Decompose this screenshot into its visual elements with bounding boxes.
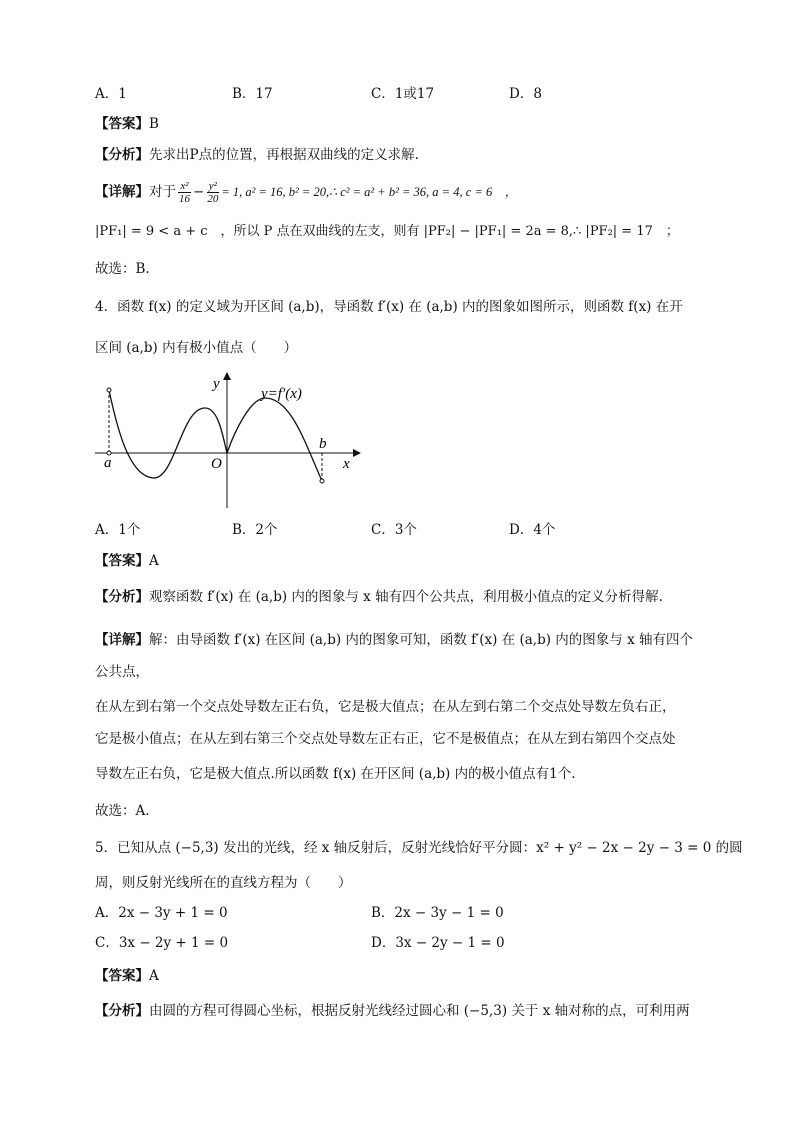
q5-option-c: C．3x − 2y + 1 = 0 (95, 935, 229, 951)
analysis-tag: 【分析】 (95, 147, 149, 163)
a-label: a (104, 455, 112, 471)
x-axis-arrow (353, 449, 361, 457)
curve-label: y=f′(x) (261, 386, 302, 402)
q4-stem-line1: 4．函数 f(x) 的定义域为开区间 (a,b)，导函数 f′(x) 在 (a,b) 内的图象如图所示，则函数 f(x) 在开 (95, 299, 683, 315)
q4-detail-line1: 【详解】解：由导函数 f′(x) 在区间 (a,b) 内的图象可知，函数 f′(x) 在 (a,b) 内的图象与 x 轴有四个 (95, 632, 693, 648)
answer-value: B (149, 116, 159, 132)
detail-equation: = 1, a² = 16, b² = 20,∴ c² = a² + b² = 36, a = 4, c = 6 ， (221, 185, 518, 199)
y-axis-label: y (213, 376, 220, 392)
q4-detail-line2: 公共点， (95, 664, 149, 680)
q4-detail-line4: 它是极小值点；在从左到右第三个交点处导数左正右正，它不是极值点；在从左到右第四个交点处 (95, 731, 676, 747)
right-endpoint (320, 479, 324, 483)
q5-option-d: D．3x − 2y − 1 = 0 (371, 935, 505, 951)
q4-option-b: B．2个 (232, 522, 278, 538)
x-axis-label: x (343, 456, 350, 472)
answer-tag: 【答案】 (95, 116, 149, 132)
q3-option-b: B．17 (232, 86, 273, 102)
y-axis-arrow (223, 372, 231, 380)
q5-analysis: 【分析】由圆的方程可得圆心坐标，根据反射光线经过圆心和 (−5,3) 关于 x 轴对称的点，可利用两 (95, 1003, 690, 1019)
q4-option-a: A．1个 (95, 522, 141, 538)
origin-label: O (211, 456, 222, 472)
detail-prefix: 对于 (149, 184, 176, 200)
q4-detail-line3: 在从左到右第一个交点处导数左正右负，它是极大值点；在从左到右第二个交点处导数左负右正， (95, 699, 676, 715)
analysis-text: 先求出P点的位置，再根据双曲线的定义求解. (149, 147, 419, 163)
q3-detail: 【详解】 对于 $\frac{\text{x²}}{16}$ − $\frac{\text{y²}}{20}$ = 1, a² = 16, b² = 20,∴ c² = a² + b² = 36, a = 4, c = 6 ， (95, 179, 518, 205)
q4-option-c: C．3个 (371, 522, 417, 538)
q4-conclusion: 故选：A. (95, 803, 150, 819)
q4-answer: 【答案】A (95, 553, 159, 569)
q3-answer (95, 114, 159, 134)
fraction-x2-16: $\frac{\text{x²}}{16}$ (179, 179, 190, 205)
fraction-y2-20: $\frac{\text{y²}}{20}$ (207, 179, 219, 205)
q3-detail-line2: |PF₁| = 9 < a + c ，所以 P 点在双曲线的左支，则有 |PF₂| − |PF₁| = 2a = 8,∴ |PF₂| = 17 ； (95, 224, 679, 239)
q3-analysis (95, 145, 419, 165)
q4-detail-line5: 导数左正右负，它是极大值点.所以函数 f(x) 在开区间 (a,b) 内的极小值点有1个. (95, 766, 576, 782)
q4-stem-line2: 区间 (a,b) 内有极小值点（ ） (95, 340, 298, 356)
q5-option-a: A．2x − 3y + 1 = 0 (95, 905, 228, 921)
q3-option-c: C．1或17 (371, 86, 435, 102)
q3-option-a: A．1 (95, 86, 127, 102)
b-label: b (319, 436, 327, 452)
q3-conclusion: 故选：B. (95, 261, 150, 277)
q4-analysis: 【分析】观察函数 f′(x) 在 (a,b) 内的图象与 x 轴有四个公共点，利用极小值点的定义分析得解. (95, 589, 663, 605)
detail-tag: 【详解】 (95, 184, 149, 200)
q5-stem-line2: 周，则反射光线所在的直线方程为（ ） (95, 875, 352, 891)
left-endpoint (107, 388, 111, 392)
q4-derivative-graph (95, 368, 365, 513)
q4-option-d: D．4个 (509, 522, 556, 538)
q5-option-b: B．2x − 3y − 1 = 0 (371, 905, 504, 921)
q3-option-d: D．8 (509, 86, 542, 102)
q5-stem-line1: 5．已知从点 (−5,3) 发出的光线，经 x 轴反射后，反射光线恰好平分圆：x² + y² − 2x − 2y − 3 = 0 的圆 (95, 840, 743, 856)
q5-answer: 【答案】A (95, 968, 159, 984)
